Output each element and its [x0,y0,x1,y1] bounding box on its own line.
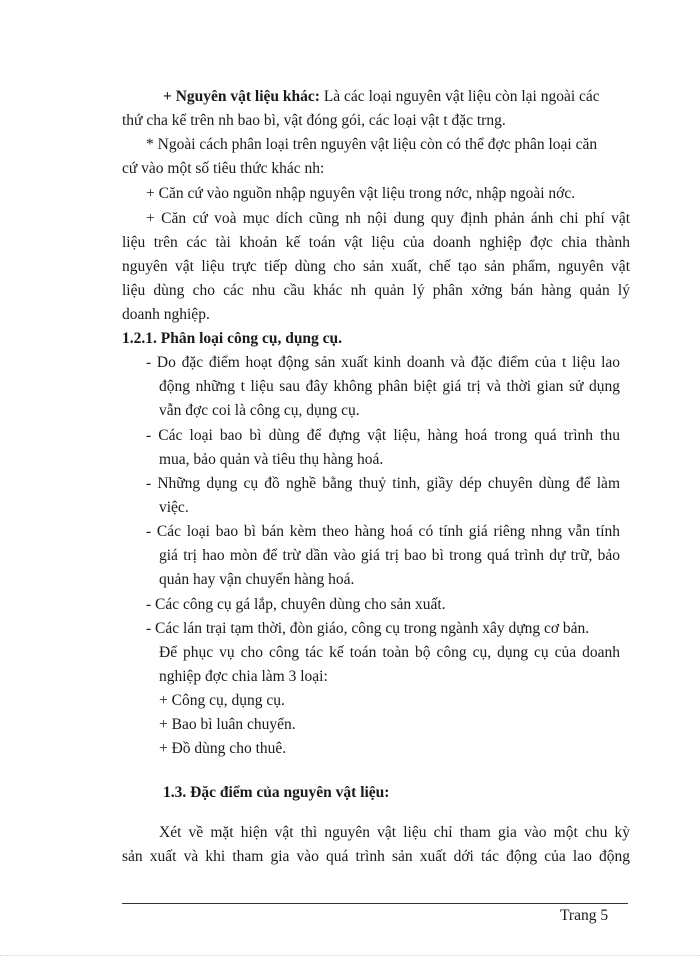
tools-item-2-line-1: - Các loại bao bì dùng để đựng vật liệu, hàng hoá trong quá trình thu [146,427,620,444]
page-edge-divider [0,955,700,956]
accounting-note-line-1: Để phục vụ cho công tác kế toán toàn bộ công cụ, dụng cụ của doanh [159,644,620,661]
section-1-3-line-2: sản xuất và khi tham gia vào quá trình sản xuất dới tác động của lao động [122,848,630,865]
tools-item-3-line-1: - Những dụng cụ đồ nghề bằng thuỷ tinh, giầy dép chuyên dùng để làm [146,475,620,492]
purpose-line-5: doanh nghiệp. [122,306,210,323]
tools-item-5: - Các công cụ gá lắp, chuyên dùng cho sản xuất. [146,596,446,613]
tools-item-1-line-2: động những t liệu sau đây không phân biệt giá trị và thời gian sử dụng [159,378,620,395]
tools-item-1-line-1: - Do đặc điểm hoạt động sản xuất kinh doanh và đặc điểm của t liệu lao [146,354,620,371]
tool-type-2: + Bao bì luân chuyển. [159,716,296,733]
other-classification-line-2: cứ vào một số tiêu thức khác nh: [122,160,325,177]
other-classification-line-1: * Ngoài cách phân loại trên nguyên vật liệu còn có thể đợc phân loại căn [146,136,598,153]
tools-item-4-line-3: quản hay vận chuyển hàng hoá. [159,571,355,588]
page-number: Trang 5 [560,907,609,924]
tool-type-3: + Đồ dùng cho thuê. [159,740,287,757]
tools-item-3-line-2: việc. [159,499,189,516]
accounting-note-line-2: nghiệp đợc chia làm 3 loại: [159,668,328,685]
purpose-line-4: liệu dùng cho các nhu cầu khác nh quản lý phân xởng bán hàng quản lý [122,282,630,299]
section-1-3-line-1: Xét về mặt hiện vật thì nguyên vật liệu chỉ tham gia vào một chu kỳ [159,824,630,841]
tools-item-1-line-3: vẫn đợc coi là công cụ, dụng cụ. [159,402,360,419]
purpose-line-1: + Căn cứ voà mục dích cũng nh nội dung quy định phản ánh chi phí vật [146,210,630,227]
tool-type-1: + Công cụ, dụng cụ. [159,692,285,709]
tools-item-4-line-1: - Các loại bao bì bán kèm theo hàng hoá có tính giá riêng nhng vẫn tính [146,523,620,540]
heading-1-3: 1.3. Đặc điểm của nguyên vật liệu: [163,784,390,801]
source-bullet: + Căn cứ vào nguồn nhập nguyên vật liệu trong nớc, nhập ngoài nớc. [146,185,576,202]
other-materials-line-2: thứ cha kể trên nh bao bì, vật đóng gói, các loại vật t đặc trng. [122,112,506,129]
heading-1-2-1: 1.2.1. Phân loại công cụ, dụng cụ. [122,330,343,347]
tools-item-4-line-2: giá trị hao mòn để trừ dần vào giá trị bao bì trong quá trình dự trữ, bảo [159,547,620,564]
other-materials-line-1 [163,86,600,108]
other-materials-label: + Nguyên vật liệu khác: [163,88,320,105]
purpose-line-2: liệu trên các tài khoản kế toán vật liệu của doanh nghiệp đợc chia thành [122,234,630,251]
purpose-line-3: nguyên vật liệu trực tiếp dùng cho sản xuất, chế tạo sản phẩm, nguyên vật [122,258,630,275]
tools-item-6: - Các lán trại tạm thời, đòn giáo, công cụ trong ngành xây dựng cơ bản. [146,620,590,637]
tools-item-2-line-2: mua, bảo quản và tiêu thụ hàng hoá. [159,451,384,468]
footer-rule [122,903,628,904]
other-materials-text: Là các loại nguyên vật liệu còn lại ngoài các [319,88,600,105]
